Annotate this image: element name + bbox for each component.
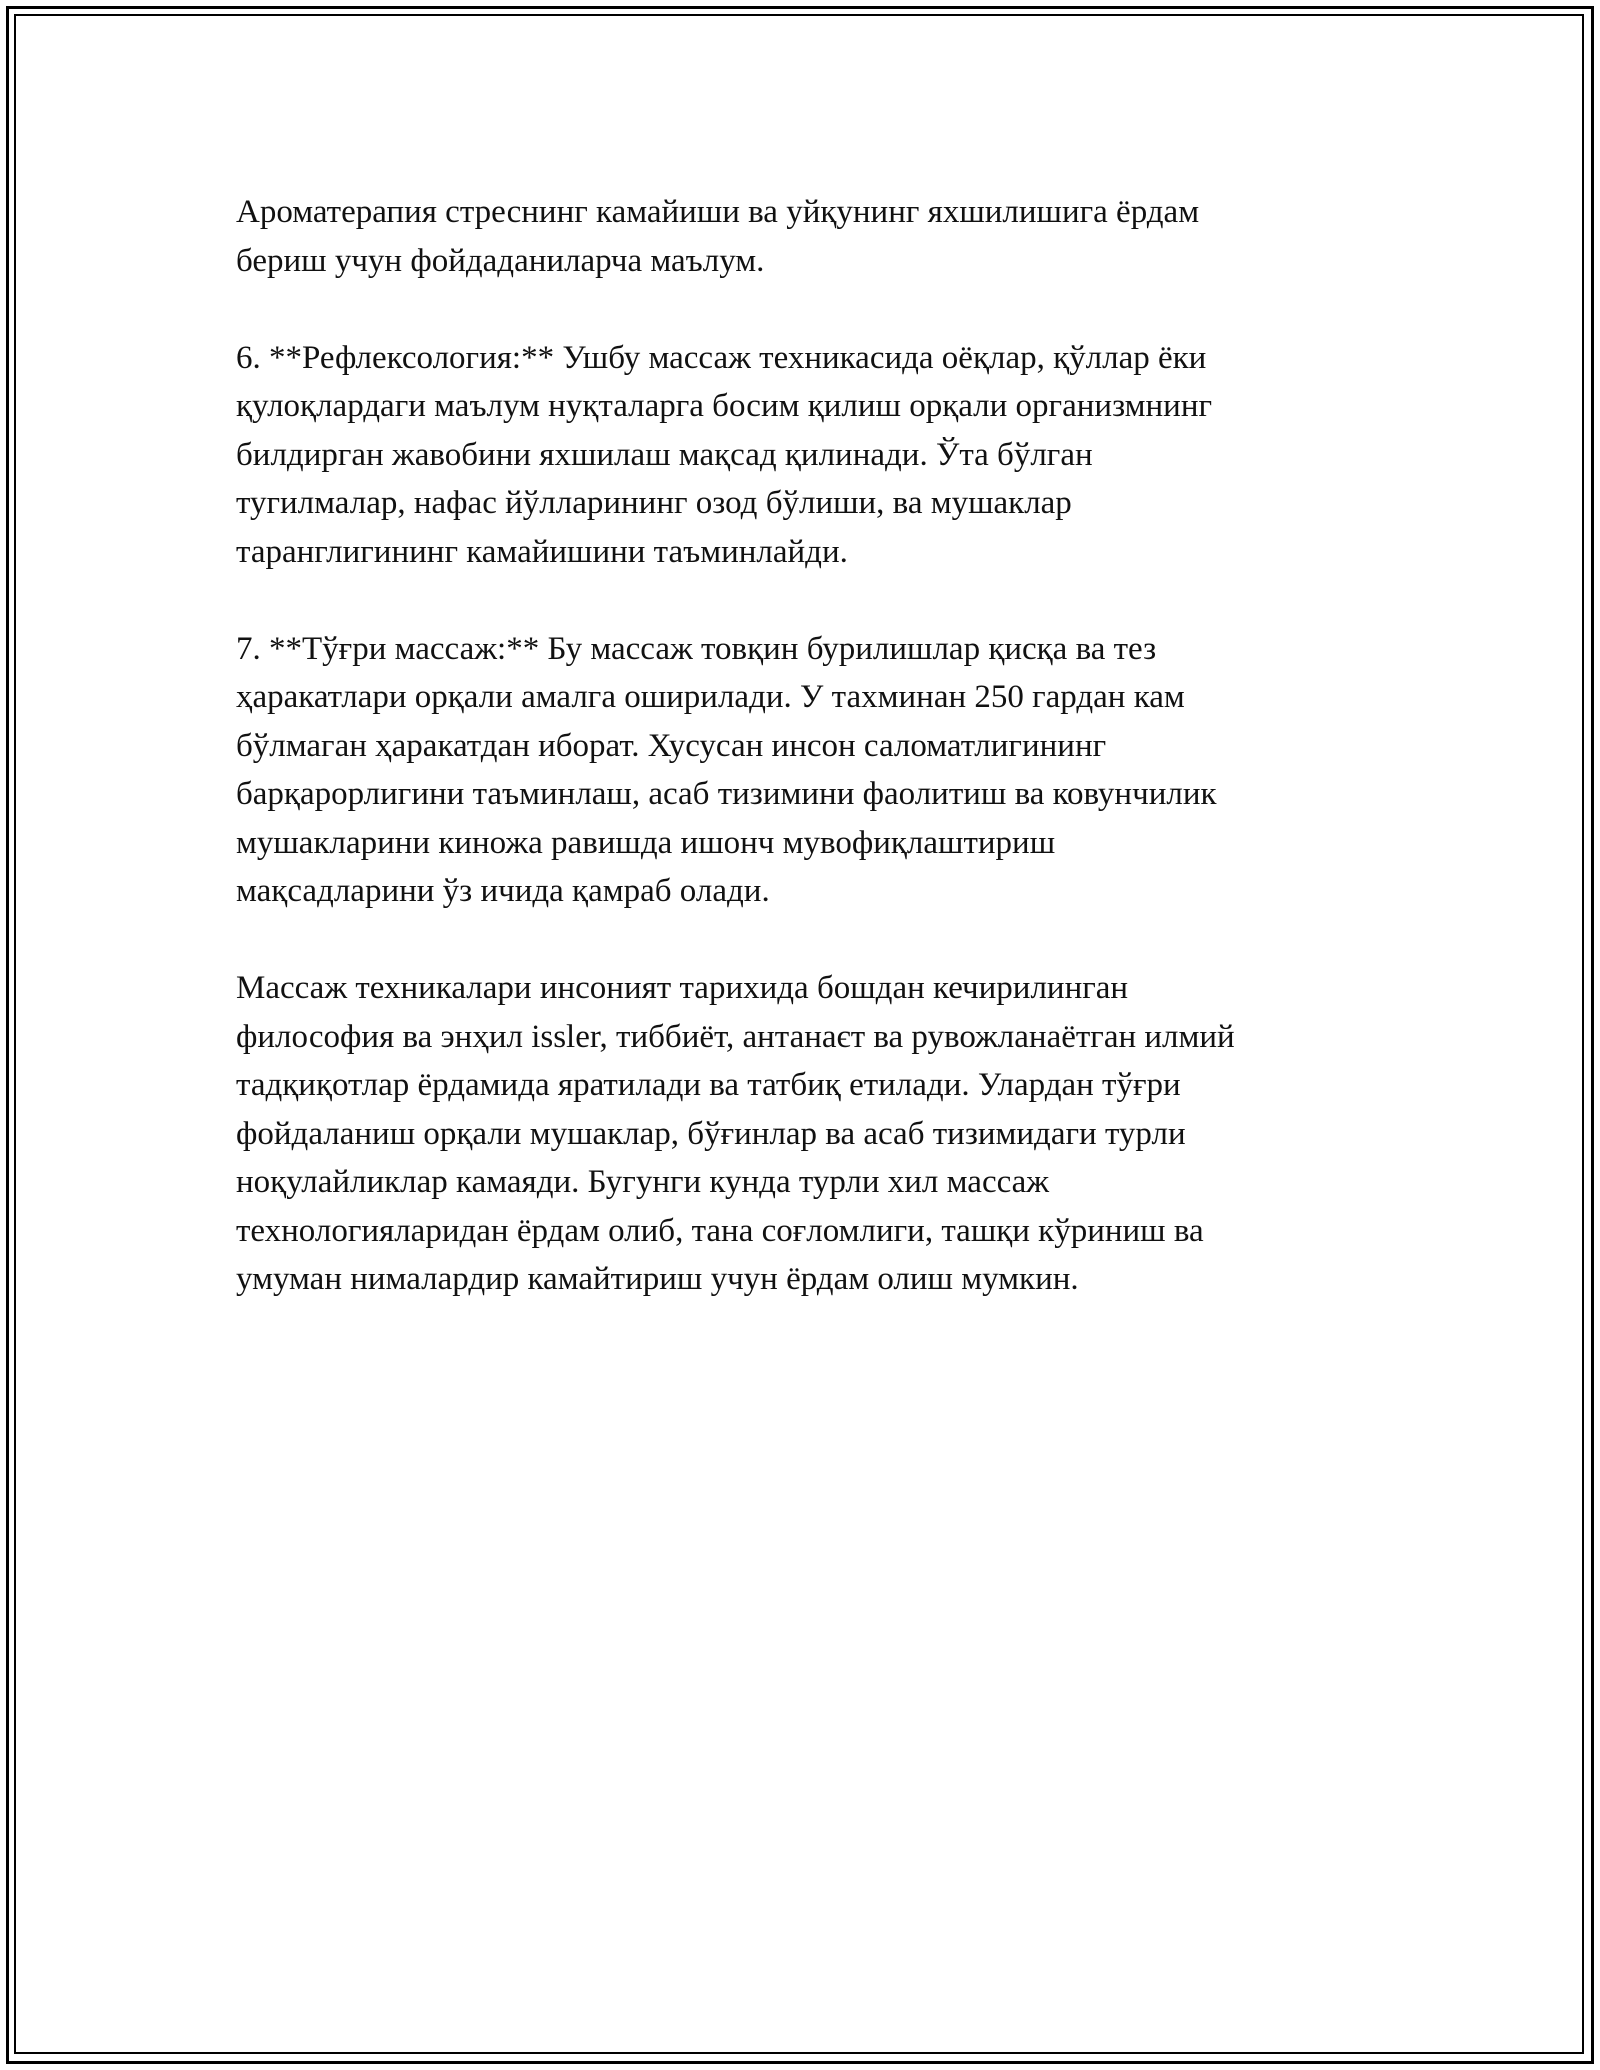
text-line: философия ва энҳил issler, тиббиёт, антанаєт ва рувожланаётган илмий bbox=[236, 1018, 1235, 1055]
text-line: ноқулайликлар камаяди. Бугунги кунда турли хил массаж bbox=[236, 1164, 1050, 1200]
text-line: умуман нималардир камайтириш учун ёрдам олиш мумкин. bbox=[236, 1261, 1079, 1297]
text-line: тугилмалар, нафас йўлларининг озод бўлиши, ва мушаклар bbox=[236, 485, 1072, 521]
text-line: барқарорлигини таъминлаш, асаб тизимини фаолитиш ва ковунчилик bbox=[236, 776, 1217, 812]
text-line: технологияларидан ёрдам олиб, тана соғломлиги, ташқи кўриниш ва bbox=[236, 1212, 1204, 1249]
paragraph-reflexology bbox=[236, 334, 1366, 577]
paragraph-conclusion bbox=[236, 964, 1366, 1304]
text-line: бериш учун фойдаданиларча маълум. bbox=[236, 242, 765, 279]
text-line: қулоқлардаги маълум нуқталарга босим қилиш орқали организмнинг bbox=[236, 388, 1213, 424]
text-line: билдирган жавобини яхшилаш мақсад қилинади. Ўта бўлган bbox=[236, 436, 1093, 473]
text-line: мақсадларини ўз ичида қамраб олади. bbox=[236, 873, 770, 909]
text-line: мушакларини киножа равишда ишонч мувофиқлаштириш bbox=[236, 824, 1056, 861]
text-line: 7. **Тўғри массаж:** Бу массаж товқин бурилишлар қисқа ва тез bbox=[236, 630, 1157, 667]
text-line: таранглигининг камайишини таъминлайди. bbox=[236, 533, 848, 570]
text-line: бўлмаган ҳаракатдан иборат. Хусусан инсон саломатлигининг bbox=[236, 727, 1107, 764]
text-line: фойдаланиш орқали мушаклар, бўғинлар ва асаб тизимидаги турли bbox=[236, 1115, 1186, 1152]
paragraph-aromatherapy bbox=[236, 188, 1366, 285]
text-line: ҳаракатлари орқали амалга оширилади. У тахминан 250 гардан кам bbox=[236, 679, 1185, 715]
paragraph-direct-massage bbox=[236, 625, 1366, 916]
text-line: Массаж техникалари инсоният тарихида бошдан кечирилинган bbox=[236, 970, 1129, 1006]
document-body bbox=[236, 188, 1366, 1352]
text-line: 6. **Рефлексология:** Ушбу массаж техникасида оёқлар, қўллар ёки bbox=[236, 339, 1207, 376]
text-line: Ароматерапия стреснинг камайиши ва уйқунинг яхшилишига ёрдам bbox=[236, 194, 1200, 230]
text-line: тадқиқотлар ёрдамида яратилади ва татбиқ етилади. Улардан тўғри bbox=[236, 1067, 1181, 1103]
